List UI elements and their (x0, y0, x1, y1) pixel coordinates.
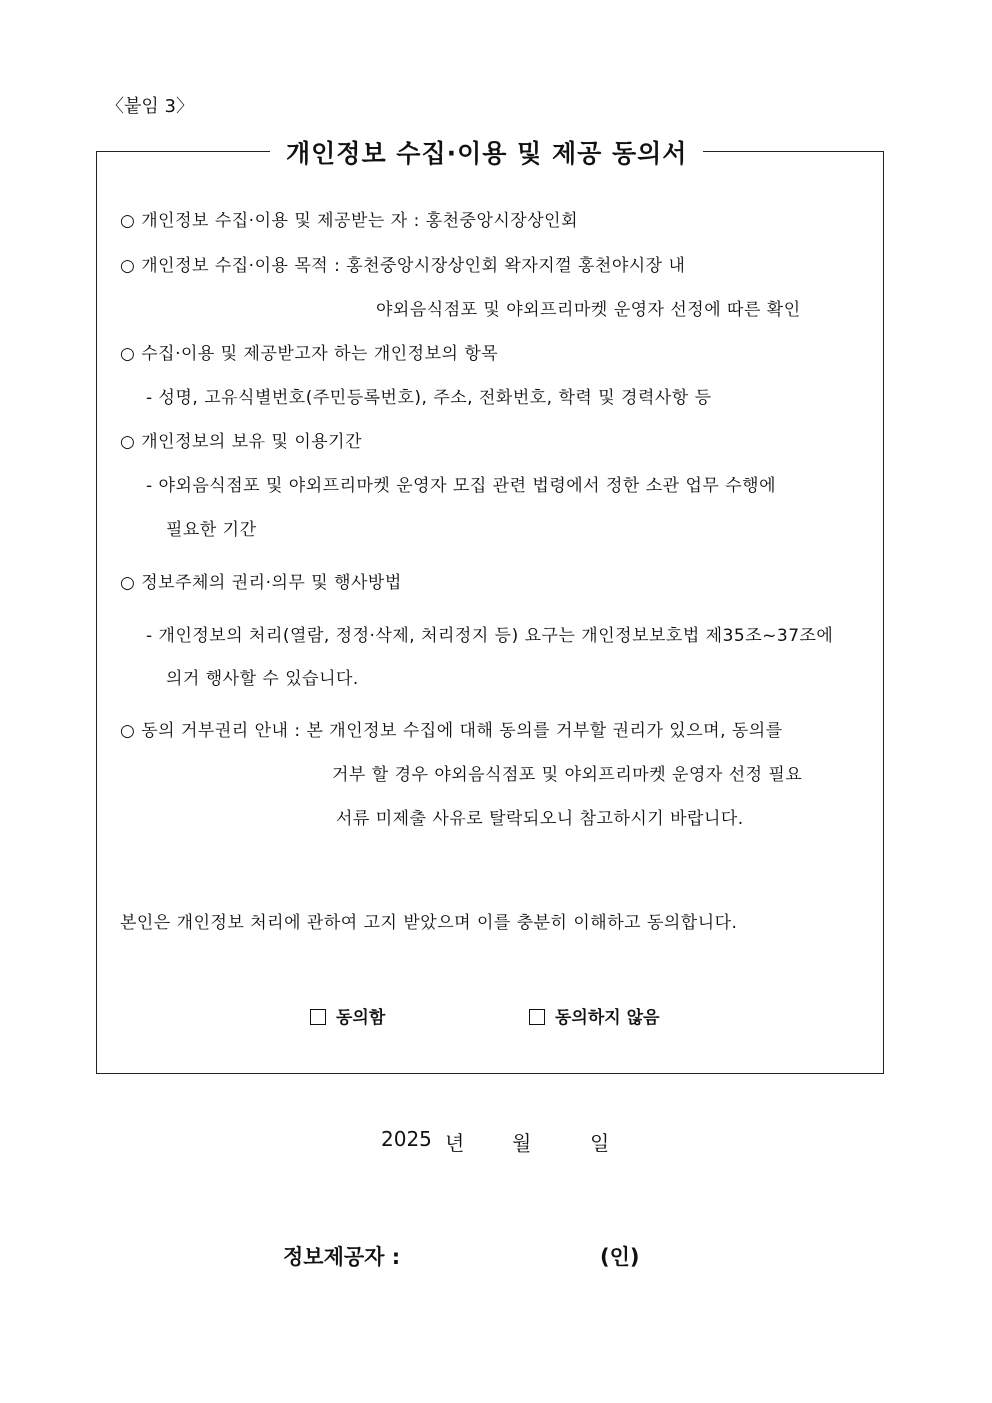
item-rights-detail: - 개인정보의 처리(열람, 정정·삭제, 처리정지 등) 요구는 개인정보보호법 제35조~37조에 (146, 626, 834, 646)
date-month-unit: 월 (512, 1131, 532, 1155)
attachment-label: 〈붙임 3〉 (106, 96, 194, 117)
form-title: 개인정보 수집·이용 및 제공 동의서 (270, 134, 703, 170)
item-purpose-cont: 야외음식점포 및 야외프리마켓 운영자 선정에 따른 확인 (376, 300, 801, 320)
item-retention-detail: - 야외음식점포 및 야외프리마켓 운영자 모집 관련 법령에서 정한 소관 업무 수행에 (146, 476, 777, 496)
disagree-checkbox[interactable] (529, 1009, 545, 1025)
date-year-unit: 년 (445, 1131, 465, 1155)
item-fields-detail: - 성명, 고유식별번호(주민등록번호), 주소, 전화번호, 학력 및 경력사항 등 (146, 388, 712, 408)
provider-seal: (인) (600, 1245, 640, 1269)
provider-label: 정보제공자 : (283, 1245, 401, 1269)
item-rights: ○ 정보주체의 권리·의무 및 행사방법 (120, 573, 402, 593)
agree-checkbox[interactable] (310, 1009, 326, 1025)
consent-statement: 본인은 개인정보 처리에 관하여 고지 받았으며 이를 충분히 이해하고 동의합니다. (120, 913, 738, 933)
item-rights-detail-cont: 의거 행사할 수 있습니다. (166, 669, 359, 689)
consent-form-box (96, 151, 884, 1074)
item-retention-detail-cont: 필요한 기간 (166, 520, 257, 540)
disagree-label: 동의하지 않음 (555, 1008, 660, 1028)
item-retention: ○ 개인정보의 보유 및 이용기간 (120, 432, 363, 452)
agree-label: 동의함 (336, 1008, 386, 1028)
item-fields: ○ 수집·이용 및 제공받고자 하는 개인정보의 항목 (120, 344, 499, 364)
item-refusal-cont: 거부 할 경우 야외음식점포 및 야외프리마켓 운영자 선정 필요 (332, 765, 803, 785)
item-refusal: ○ 동의 거부권리 안내 : 본 개인정보 수집에 대해 동의를 거부할 권리가 있으며, 동의를 (120, 721, 783, 741)
date-year: 2025 (381, 1127, 432, 1151)
item-purpose: ○ 개인정보 수집·이용 목적 : 홍천중앙시장상인회 왁자지껄 홍천야시장 내 (120, 256, 686, 276)
item-refusal-cont-2: 서류 미제출 사유로 탈락되오니 참고하시기 바랍니다. (336, 809, 744, 829)
item-recipient: ○ 개인정보 수집·이용 및 제공받는 자 : 홍천중앙시장상인회 (120, 211, 578, 231)
agree-option[interactable] (310, 1003, 385, 1028)
date-day-unit: 일 (590, 1131, 610, 1155)
disagree-option[interactable] (529, 1003, 659, 1028)
